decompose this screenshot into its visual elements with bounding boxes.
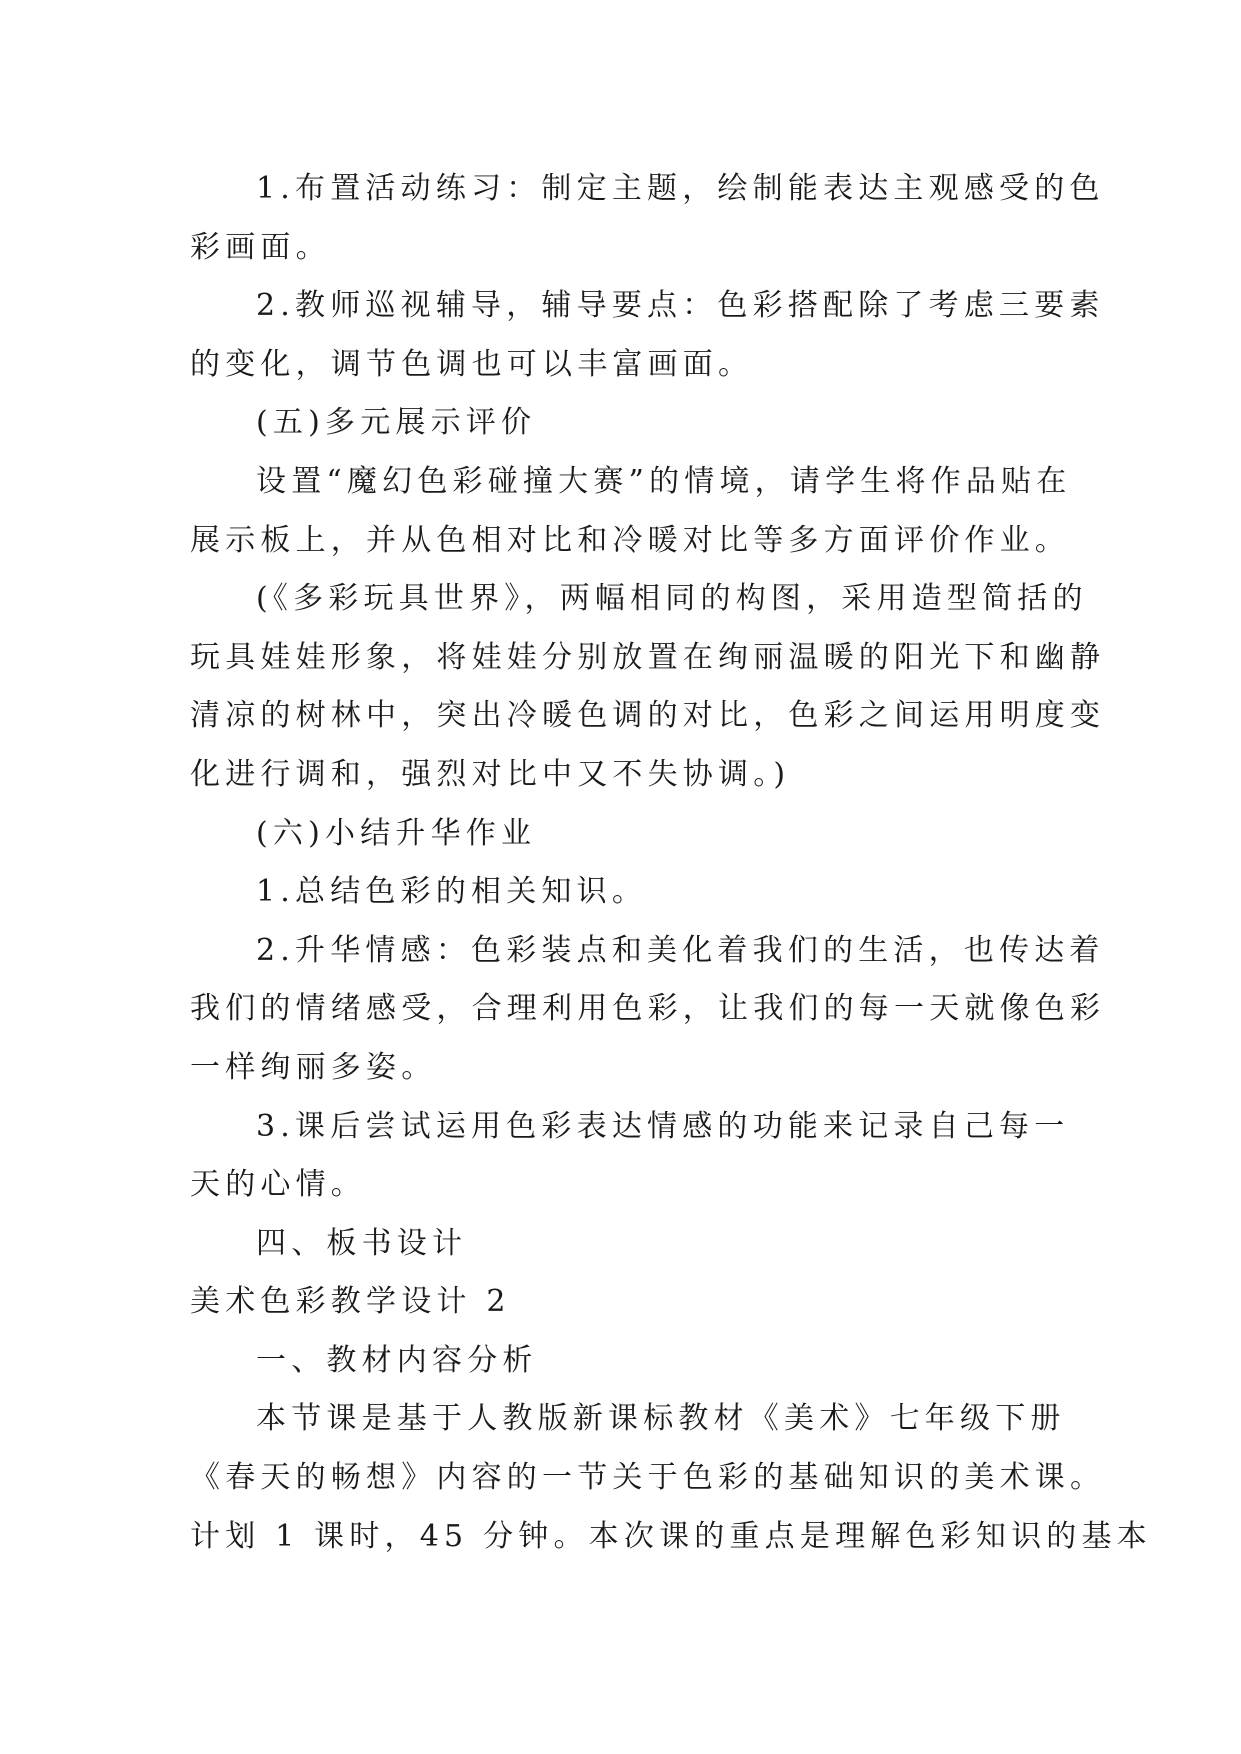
paragraph-line: 一样绚丽多姿。 bbox=[190, 1049, 437, 1085]
paragraph-line: 《春天的畅想》内容的一节关于色彩的基础知识的美术课。 bbox=[190, 1460, 1106, 1496]
paragraph-line: 展示板上，并从色相对比和冷暖对比等多方面评价作业。 bbox=[190, 522, 1070, 558]
paragraph-line: 计划 1 课时，45 分钟。本次课的重点是理解色彩知识的基本 bbox=[190, 1518, 1152, 1554]
paragraph-line: (《多彩玩具世界》，两幅相同的构图，采用造型简括的 bbox=[256, 581, 1088, 617]
document-page bbox=[190, 160, 1152, 1566]
paragraph-line: 1.总结色彩的相关知识。 bbox=[256, 874, 648, 910]
paragraph-line: 本节课是基于人教版新课标教材《美术》七年级下册 bbox=[256, 1401, 1066, 1437]
paragraph-line: 1.布置活动练习：制定主题，绘制能表达主观感受的色 bbox=[256, 171, 1105, 206]
paragraph-line: 的变化，调节色调也可以丰富画面。 bbox=[190, 346, 754, 382]
paragraph-line: 玩具娃娃形象，将娃娃分别放置在绚丽温暖的阳光下和幽静 bbox=[190, 639, 1106, 675]
section-heading: (五)多元展示评价 bbox=[256, 405, 537, 441]
section-heading: (六)小结升华作业 bbox=[256, 815, 537, 851]
paragraph-line: 我们的情绪感受，合理利用色彩，让我们的每一天就像色彩 bbox=[190, 991, 1106, 1027]
section-heading: 四、板书设计 bbox=[256, 1225, 468, 1261]
section-heading: 一、教材内容分析 bbox=[256, 1342, 538, 1378]
paragraph-line: 2.教师巡视辅导，辅导要点：色彩搭配除了考虑三要素 bbox=[256, 288, 1105, 324]
paragraph-line: 设置“魔幻色彩碰撞大赛”的情境，请学生将作品贴在 bbox=[256, 463, 1072, 499]
paragraph-line: 彩画面。 bbox=[190, 229, 331, 265]
paragraph-line: 2.升华情感：色彩装点和美化着我们的生活，也传达着 bbox=[256, 932, 1105, 968]
paragraph-line: 天的心情。 bbox=[190, 1167, 366, 1203]
paragraph-line: 化进行调和，强烈对比中又不失协调。) bbox=[190, 756, 791, 792]
paragraph-line: 3.课后尝试运用色彩表达情感的功能来记录自己每一 bbox=[256, 1108, 1070, 1144]
paragraph-line: 清凉的树林中，突出冷暖色调的对比，色彩之间运用明度变 bbox=[190, 698, 1106, 734]
document-title: 美术色彩教学设计 2 bbox=[190, 1284, 511, 1320]
